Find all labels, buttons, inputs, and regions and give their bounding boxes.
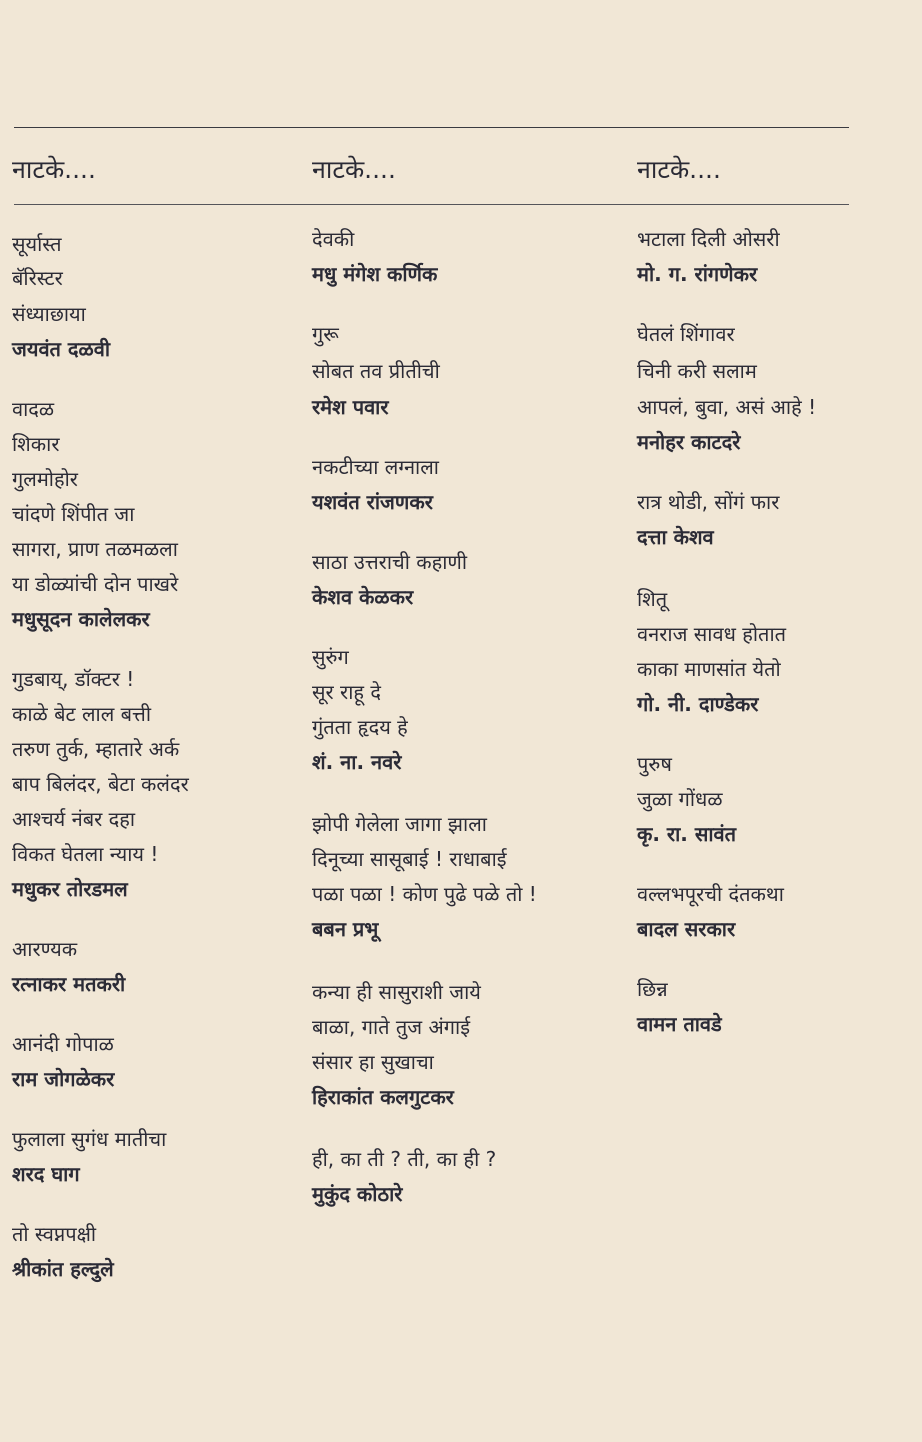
author-name: रमेश पवार [312, 395, 389, 419]
play-title: वादळ [12, 397, 55, 421]
column-heading: नाटके.... [637, 155, 721, 184]
play-title: गुरू [312, 322, 339, 346]
play-title: संसार हा सुखाचा [312, 1050, 434, 1074]
author-name: कृ. रा. सावंत [637, 822, 737, 846]
author-name: मो. ग. रांगणेकर [637, 262, 758, 286]
play-title: भटाला दिली ओसरी [637, 227, 780, 251]
author-name: बादल सरकार [637, 917, 736, 941]
play-title: चिनी करी सलाम [637, 359, 757, 383]
play-title: बाप बिलंदर, बेटा कलंदर [12, 772, 189, 796]
play-title: कन्या ही सासुराशी जाये [312, 980, 481, 1004]
play-title: वनराज सावध होतात [637, 622, 787, 646]
author-name: रत्नाकर मतकरी [12, 972, 126, 996]
play-title: सुरुंग [312, 645, 349, 669]
play-title: चांदणे शिंपीत जा [12, 502, 135, 526]
author-name: गो. नी. दाण्डेकर [637, 692, 759, 716]
play-title: सोबत तव प्रीतीची [312, 359, 440, 383]
play-title: फुलाला सुगंध मातीचा [12, 1127, 167, 1151]
play-title: गुंतता हृदय हे [312, 715, 408, 739]
author-name: मनोहर काटदरे [637, 430, 741, 454]
play-title: काळे बेट लाल बत्ती [12, 702, 152, 726]
play-title: दिनूच्या सासूबाई ! राधाबाई [312, 847, 507, 871]
play-title: काका माणसांत येतो [637, 657, 781, 681]
play-title: नकटीच्या लग्नाला [312, 455, 439, 479]
play-title: पळा पळा ! कोण पुढे पळे तो ! [312, 882, 537, 906]
play-title: आनंदी गोपाळ [12, 1032, 114, 1056]
play-title: सूर राहू दे [312, 680, 382, 704]
play-title: जुळा गोंधळ [637, 787, 723, 811]
author-name: राम जोगळेकर [12, 1067, 115, 1091]
play-title: शितू [637, 587, 668, 611]
play-title: पुरुष [637, 752, 672, 776]
author-name: हिराकांत कलगुटकर [312, 1085, 454, 1109]
play-title: देवकी [312, 227, 355, 251]
play-title: आश्चर्य नंबर दहा [12, 807, 136, 831]
play-title: आपलं, बुवा, असं आहे ! [637, 395, 817, 419]
play-title: वल्लभपूरची दंतकथा [637, 882, 784, 906]
play-title: छिन्न [637, 977, 668, 1001]
play-title: सागरा, प्राण तळमळला [12, 537, 178, 561]
author-name: दत्ता केशव [637, 525, 714, 549]
top-rule [14, 127, 849, 128]
play-title: सूर्यास्त [12, 232, 62, 256]
play-title: शिकार [12, 432, 60, 456]
play-title: रात्र थोडी, सोंगं फार [637, 490, 780, 514]
play-title: गुलमोहोर [12, 467, 78, 491]
author-name: शरद घाग [12, 1162, 80, 1186]
play-title: विकत घेतला न्याय ! [12, 842, 159, 866]
author-name: श्रीकांत हल्दुले [12, 1257, 114, 1281]
play-title: या डोळ्यांची दोन पाखरे [12, 572, 179, 596]
header-rule [14, 204, 849, 205]
author-name: मधुकर तोरडमल [12, 877, 128, 901]
author-name: मधुसूदन कालेलकर [12, 607, 150, 631]
author-name: मुकुंद कोठारे [312, 1182, 403, 1206]
play-title: ही, का ती ? ती, का ही ? [312, 1147, 497, 1171]
play-title: तरुण तुर्क, म्हातारे अर्क [12, 737, 180, 761]
author-name: वामन तावडे [637, 1012, 722, 1036]
play-title: संध्याछाया [12, 302, 86, 326]
author-name: शं. ना. नवरे [312, 750, 402, 774]
play-title: गुडबाय्, डॉक्टर ! [12, 667, 135, 691]
author-name: बबन प्रभू [312, 917, 379, 941]
play-title: बाळा, गाते तुज अंगाई [312, 1015, 471, 1039]
author-name: यशवंत रांजणकर [312, 490, 433, 514]
author-name: मधु मंगेश कर्णिक [312, 262, 438, 286]
author-name: केशव केळकर [312, 585, 414, 609]
column-heading: नाटके.... [312, 155, 396, 184]
play-title: बॅरिस्टर [12, 266, 63, 290]
column-heading: नाटके.... [12, 155, 96, 184]
author-name: जयवंत दळवी [12, 337, 111, 361]
play-title: साठा उत्तराची कहाणी [312, 550, 468, 574]
play-title: आरण्यक [12, 937, 78, 961]
play-title: झोपी गेलेला जागा झाला [312, 812, 487, 836]
play-title: घेतलं शिंगावर [637, 322, 735, 346]
play-title: तो स्वप्नपक्षी [12, 1222, 97, 1246]
